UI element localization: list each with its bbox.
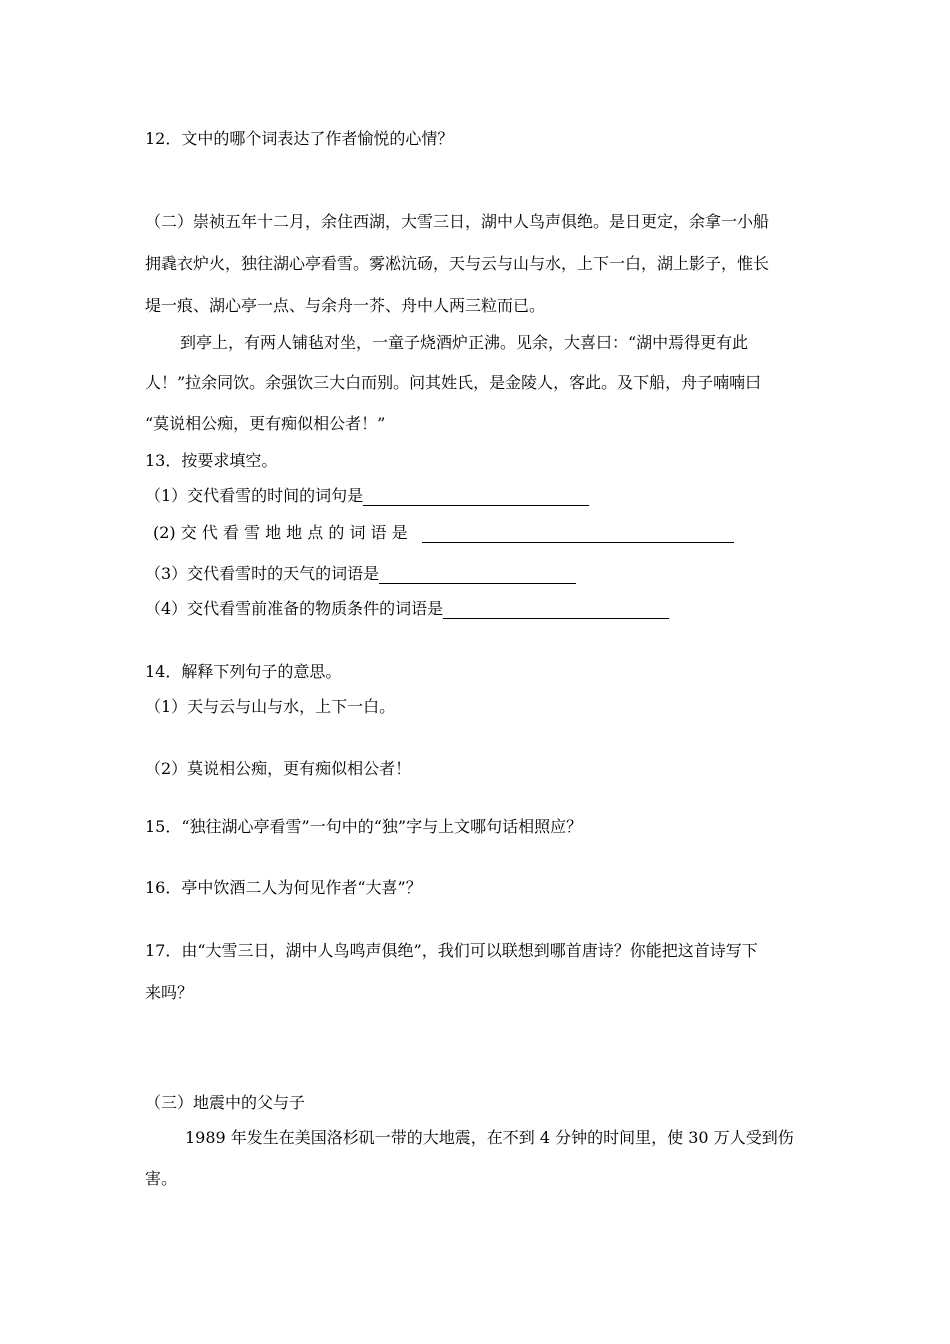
section-3-line-2: 害。 (145, 1169, 178, 1188)
question-17-line-1: 17．由“大雪三日，湖中人鸟鸣声俱绝”，我们可以联想到哪首唐诗？你能把这首诗写下 (145, 941, 758, 960)
question-12: 12．文中的哪个词表达了作者愉悦的心情？ (145, 129, 454, 148)
passage-2-line-3: 堤一痕、湖心亭一点、与余舟一芥、舟中人两三粒而已。 (145, 296, 546, 315)
answer-blank[interactable] (379, 567, 576, 584)
question-13-item-4 (145, 599, 669, 619)
passage-2-line-6: “莫说相公痴，更有痴似相公者！” (145, 414, 386, 433)
answer-blank[interactable] (443, 602, 669, 619)
passage-2-line-1: （二）崇祯五年十二月，余住西湖，大雪三日，湖中人鸟声俱绝。是日更定，余拿一小船 (145, 212, 770, 231)
passage-2-line-2: 拥毳衣炉火，独往湖心亭看雪。雾凇沆砀，天与云与山与水，上下一白，湖上影子，惟长 (145, 254, 770, 273)
answer-blank[interactable] (422, 526, 734, 543)
item-text: (2) 交 代 看 雪 地 地 点 的 词 语 是 (153, 523, 408, 542)
answer-blank[interactable] (363, 489, 589, 506)
question-14-item-2: （2）莫说相公痴，更有痴似相公者！ (145, 759, 412, 778)
question-15: 15．“独往湖心亭看雪”一句中的“独”字与上文哪句话相照应？ (145, 817, 583, 836)
question-13-item-1 (145, 486, 589, 506)
question-13-item-2 (153, 523, 734, 543)
item-text: （3）交代看雪时的天气的词语是 (145, 564, 380, 583)
passage-2-line-4: 到亭上，有两人铺毡对坐，一童子烧酒炉正沸。见余，大喜曰：“湖中焉得更有此 (180, 333, 749, 352)
item-text: （4）交代看雪前准备的物质条件的词语是 (145, 599, 444, 618)
question-17-line-2: 来吗？ (145, 983, 194, 1002)
section-3-title: （三）地震中的父与子 (145, 1093, 306, 1112)
question-13-item-3 (145, 564, 576, 584)
question-13-title: 13．按要求填空。 (145, 451, 278, 470)
passage-2-line-5: 人！”拉余同饮。余强饮三大白而别。问其姓氏，是金陵人，客此。及下船，舟子喃喃曰 (145, 373, 762, 392)
question-14-title: 14．解释下列句子的意思。 (145, 662, 342, 681)
section-3-line-1: 1989 年发生在美国洛杉矶一带的大地震，在不到 4 分钟的时间里，使 30 万人受到伤 (185, 1128, 794, 1147)
item-text: （1）交代看雪的时间的词句是 (145, 486, 364, 505)
question-16: 16．亭中饮酒二人为何见作者“大喜”？ (145, 878, 422, 897)
question-14-item-1: （1）天与云与山与水，上下一白。 (145, 697, 396, 716)
